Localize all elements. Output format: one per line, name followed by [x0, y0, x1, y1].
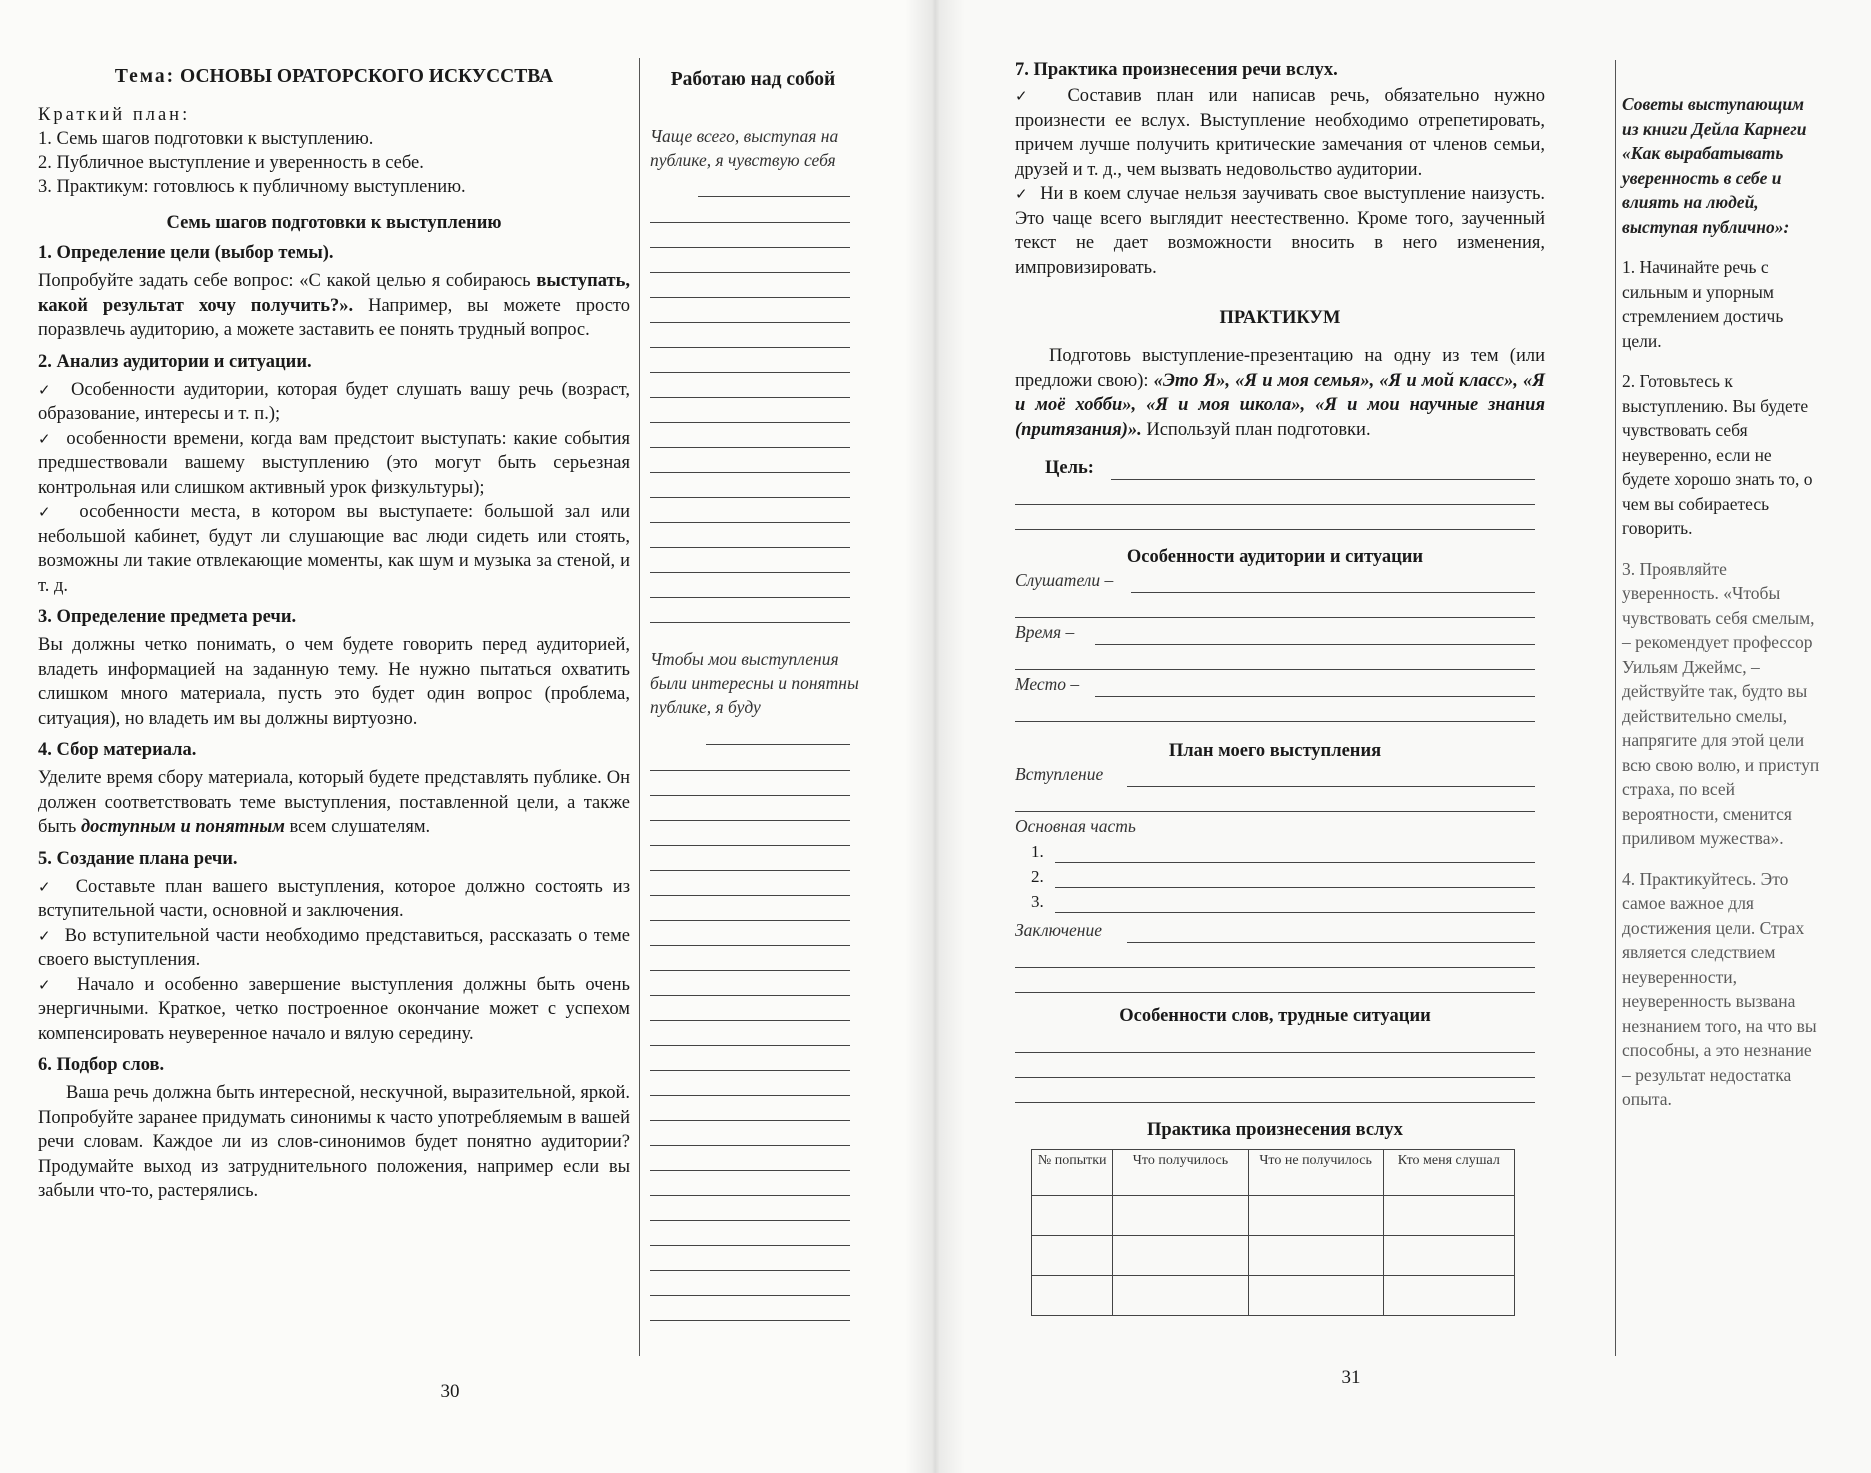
- main-item-number: 3.: [1031, 892, 1044, 911]
- listeners-line[interactable]: [1015, 617, 1535, 618]
- sidebar-tip: 4. Практикуйтесь. Это самое важное для достижения цели. Страх является следствием неуверенности, неуверенность вызвана незнанием того, на что вы способны, а это незнание – результат недостатка опыта.: [1622, 868, 1817, 1109]
- place-line[interactable]: [1095, 696, 1535, 697]
- table-header: Что получилось: [1113, 1150, 1248, 1196]
- table-row: [1032, 1196, 1515, 1236]
- writing-line[interactable]: [650, 1195, 850, 1196]
- table-cell[interactable]: [1032, 1236, 1113, 1276]
- page-right: [935, 0, 1871, 1473]
- step1-text: Попробуйте задать себе вопрос: «С какой целью я собираюсь выступать, какой результат хочу получить?». Например, вы можете просто поразвлечь аудиторию, а можете заставить ее понять трудный вопрос.: [38, 271, 630, 340]
- writing-line[interactable]: [650, 1020, 850, 1021]
- seven-steps-title: Семь шагов подготовки к выступлению: [166, 213, 502, 233]
- writing-line[interactable]: [650, 945, 850, 946]
- goal-line[interactable]: [1015, 504, 1535, 505]
- book-gutter: [905, 0, 965, 1473]
- check-icon: ✓: [38, 380, 55, 399]
- writing-line[interactable]: [650, 1270, 850, 1271]
- writing-line[interactable]: [650, 995, 850, 996]
- writing-line[interactable]: [650, 397, 850, 398]
- step4-text: Уделите время сбору материала, который будете представлять публике. Он должен соответствовать теме выступления, поставленной цели, а также быть доступным и понятным всем слушателям.: [38, 768, 630, 837]
- writing-line[interactable]: [650, 572, 850, 573]
- writing-line[interactable]: [650, 1145, 850, 1146]
- intro-line[interactable]: [1127, 786, 1535, 787]
- time-line[interactable]: [1095, 644, 1535, 645]
- check-icon: ✓: [38, 975, 57, 994]
- words-line[interactable]: [1015, 1052, 1535, 1053]
- check-icon: ✓: [1015, 185, 1029, 203]
- time-line[interactable]: [1015, 669, 1535, 670]
- writing-line[interactable]: [650, 1245, 850, 1246]
- table-cell[interactable]: [1383, 1236, 1514, 1276]
- place-label: Место –: [1015, 674, 1080, 694]
- writing-line[interactable]: [650, 347, 850, 348]
- words-line[interactable]: [1015, 1102, 1535, 1103]
- writing-line[interactable]: [650, 1095, 850, 1096]
- check-icon: ✓: [1015, 87, 1038, 105]
- step5-item: ✓ Во вступительной части необходимо представиться, рассказать о теме своего выступления.: [38, 925, 630, 970]
- page-number-right: 31: [1341, 1367, 1361, 1388]
- table-cell[interactable]: [1383, 1276, 1514, 1316]
- table-cell[interactable]: [1248, 1196, 1383, 1236]
- step2-title: 2. Анализ аудитории и ситуации.: [38, 351, 312, 372]
- writing-line[interactable]: [650, 795, 850, 796]
- audience-title: Особенности аудитории и ситуации: [1126, 547, 1424, 567]
- writing-line[interactable]: [650, 1220, 850, 1221]
- check-icon: ✓: [38, 926, 53, 945]
- writing-line[interactable]: [698, 196, 850, 197]
- table-cell[interactable]: [1032, 1196, 1113, 1236]
- brief-plan-label: Краткий план:: [38, 105, 191, 125]
- page-left: [0, 0, 935, 1473]
- step2-item: ✓ особенности места, в котором вы выступаете: большой зал или небольшой кабинет, будут ли слушающие вас люди сидеть или стоять, возможны ли такие отвлекающие моменты, как шум и музыка за стеной, и т. д.: [38, 502, 631, 596]
- goal-label: Цель:: [1045, 458, 1094, 478]
- column-divider: [639, 58, 640, 1356]
- brief-plan-item: 1. Семь шагов подготовки к выступлению.: [38, 129, 374, 149]
- check-icon: ✓: [38, 877, 56, 896]
- main-part-label: Основная часть: [1015, 816, 1136, 836]
- listeners-label: Слушатели –: [1015, 570, 1114, 590]
- step5-item: ✓ Начало и особенно завершение выступления должны быть очень энергичными. Краткое, четко построенное окончание может с успехом компенсировать неуверенное начало и вялую середину.: [38, 974, 630, 1044]
- goal-line[interactable]: [1111, 479, 1535, 480]
- brief-plan: [38, 103, 638, 199]
- table-cell[interactable]: [1113, 1236, 1248, 1276]
- step4-title: 4. Сбор материала.: [38, 740, 197, 760]
- step7-item: ✓ Ни в коем случае нельзя заучивать свое выступление наизусть. Это чаще всего выглядит неестественно. Кроме того, заученный текст не дает возможности вносить в него изменения, импровизировать.: [1015, 184, 1546, 278]
- conclusion-label: Заключение: [1015, 920, 1103, 940]
- writing-line[interactable]: [650, 622, 850, 623]
- practicum-title: ПРАКТИКУМ: [1219, 308, 1341, 328]
- writing-line[interactable]: [650, 297, 850, 298]
- writing-line[interactable]: [650, 1045, 850, 1046]
- column-divider: [1615, 60, 1616, 1356]
- practicum-text: Подготовь выступление-презентацию на одну из тем (или предложи свою): «Это Я», «Я и моя семья», «Я и мой класс», «Я и моё хобби», «Я и моя школа», «Я и мои научные знания (притязания)». Используй план подготовки.: [1015, 346, 1545, 440]
- writing-line[interactable]: [650, 845, 850, 846]
- listeners-line[interactable]: [1131, 592, 1535, 593]
- writing-line[interactable]: [650, 222, 850, 223]
- writing-line[interactable]: [650, 472, 850, 473]
- step7-block: [1015, 58, 1545, 280]
- practice-table: [1031, 1149, 1515, 1316]
- step1-title: 1. Определение цели (выбор темы).: [38, 243, 334, 263]
- table-cell[interactable]: [1113, 1276, 1248, 1316]
- writing-line[interactable]: [650, 920, 850, 921]
- table-cell[interactable]: [1032, 1276, 1113, 1316]
- carnegie-sidebar: [1622, 92, 1822, 1112]
- step6-text: Ваша речь должна быть интересной, нескучной, выразительной, яркой. Попробуйте заранее придумать синонимы к часто употребляемым в вашей речи словам. Каждое ли из слов-синонимов будет понятно аудитории? Продумайте выход из затруднительного положения, например если вы забыли что-то, растерялись.: [38, 1083, 630, 1201]
- table-cell[interactable]: [1248, 1276, 1383, 1316]
- sidebar-tip: 1. Начинайте речь с сильным и упорным стремлением достичь цели.: [1622, 257, 1784, 351]
- note-prompt-1: Чаще всего, выступая на публике, я чувствую себя: [650, 126, 839, 170]
- writing-line[interactable]: [650, 1295, 850, 1296]
- goal-line[interactable]: [1015, 529, 1535, 530]
- writing-line[interactable]: [650, 820, 850, 821]
- note-prompt-2: Чтобы мои выступления были интересны и понятны публике, я буду: [650, 649, 859, 717]
- step2-item: ✓ Особенности аудитории, которая будет слушать вашу речь (возраст, образование, интересы и т. п.);: [38, 379, 630, 424]
- table-header: Что не получилось: [1248, 1150, 1383, 1196]
- plan-title: План моего выступления: [1168, 741, 1382, 761]
- writing-line[interactable]: [650, 422, 850, 423]
- writing-line[interactable]: [650, 322, 850, 323]
- step7-title: 7. Практика произнесения речи вслух.: [1015, 60, 1338, 80]
- writing-line[interactable]: [650, 272, 850, 273]
- writing-line[interactable]: [650, 1320, 850, 1321]
- writing-line[interactable]: [650, 895, 850, 896]
- sidebar-title: Советы выступающим из книги Дейла Карнеги «Как вырабатывать уверенность в себе и влиять на людей, выступая публично»:: [1622, 94, 1807, 237]
- words-title: Особенности слов, трудные ситуации: [1119, 1006, 1431, 1026]
- check-icon: ✓: [38, 429, 53, 448]
- intro-label: Вступление: [1015, 764, 1104, 784]
- practice-title: Практика произнесения вслух: [1147, 1120, 1403, 1140]
- step2-item: ✓ особенности времени, когда вам предстоит выступать: какие события предшествовали вашему выступлению (это могут быть серьезная контрольная или слишком активный урок физкультуры);: [38, 428, 630, 498]
- topic-label: Тема:: [114, 66, 176, 87]
- conclusion-line[interactable]: [1127, 942, 1535, 943]
- table-row: [1032, 1276, 1515, 1316]
- topic-title: ОСНОВЫ ОРАТОРСКОГО ИСКУССТВА: [180, 66, 554, 87]
- writing-line[interactable]: [706, 744, 850, 745]
- place-line[interactable]: [1015, 721, 1535, 722]
- sidebar-tip: 2. Готовьтесь к выступлению. Вы будете чувствовать себя неуверенно, если не будете хорошо знать то, о чем вы собираетесь говорить.: [1622, 371, 1813, 538]
- writing-line[interactable]: [650, 247, 850, 248]
- main-item-number: 1.: [1031, 842, 1044, 861]
- table-row: [1032, 1236, 1515, 1276]
- writing-line[interactable]: [650, 770, 850, 771]
- conclusion-line[interactable]: [1015, 992, 1535, 993]
- step3-text: Вы должны четко понимать, о чем будете говорить перед аудиторией, владеть информацией на заданную тему. Не нужно пытаться охватить слишком много материала, пусть это будет один вопрос (проблема, ситуация), но владеть им вы должны виртуозно.: [38, 635, 630, 729]
- check-icon: ✓: [38, 503, 58, 521]
- page-number-left: 30: [440, 1381, 460, 1402]
- writing-line[interactable]: [650, 1070, 850, 1071]
- self-work-title: Работаю над собой: [670, 69, 836, 90]
- step5-item: ✓ Составьте план вашего выступления, которое должно состоять из вступительной части, основной и заключения.: [38, 876, 630, 921]
- step5-title: 5. Создание плана речи.: [38, 848, 238, 869]
- brief-plan-item: 3. Практикум: готовлюсь к публичному выступлению.: [38, 177, 466, 197]
- brief-plan-item: 2. Публичное выступление и уверенность в себе.: [38, 153, 424, 173]
- step6-title: 6. Подбор слов.: [38, 1055, 165, 1075]
- time-label: Время –: [1015, 622, 1075, 642]
- writing-line[interactable]: [650, 447, 850, 448]
- writing-line[interactable]: [650, 497, 850, 498]
- table-header: Кто меня слушал: [1383, 1150, 1514, 1196]
- writing-line[interactable]: [650, 522, 850, 523]
- left-main-text: [38, 241, 630, 1204]
- writing-line[interactable]: [650, 870, 850, 871]
- writing-line[interactable]: [650, 1120, 850, 1121]
- table-header: № попытки: [1032, 1150, 1113, 1196]
- words-line[interactable]: [1015, 1077, 1535, 1078]
- main-item-line[interactable]: [1055, 862, 1535, 863]
- conclusion-line[interactable]: [1015, 967, 1535, 968]
- main-item-number: 2.: [1031, 867, 1044, 886]
- topic-heading: [38, 66, 630, 88]
- writing-line[interactable]: [650, 970, 850, 971]
- writing-line[interactable]: [650, 547, 850, 548]
- table-cell[interactable]: [1248, 1236, 1383, 1276]
- table-cell[interactable]: [1383, 1196, 1514, 1236]
- step3-title: 3. Определение предмета речи.: [38, 607, 297, 627]
- writing-line[interactable]: [650, 597, 850, 598]
- sidebar-tip: 3. Проявляйте уверенность. «Чтобы чувствовать себя смелым, – рекомендует профессор Уильям Джеймс, – действуйте так, будто вы действительно смелы, напрягите для этой цели всю свою волю, и приступ страха, по всей вероятности, сменится приливом мужества».: [1622, 558, 1820, 848]
- step7-item: ✓ Составив план или написав речь, обязательно нужно произнести ее вслух. Выступление необходимо отрепетировать, причем лучше получить критические замечания от членов семьи, друзей и т. д., чем вызвать недовольство аудитории.: [1015, 86, 1545, 180]
- table-cell[interactable]: [1113, 1196, 1248, 1236]
- main-item-line[interactable]: [1055, 887, 1535, 888]
- writing-line[interactable]: [650, 372, 850, 373]
- writing-line[interactable]: [650, 1170, 850, 1171]
- intro-line[interactable]: [1015, 811, 1535, 812]
- main-item-line[interactable]: [1055, 912, 1535, 913]
